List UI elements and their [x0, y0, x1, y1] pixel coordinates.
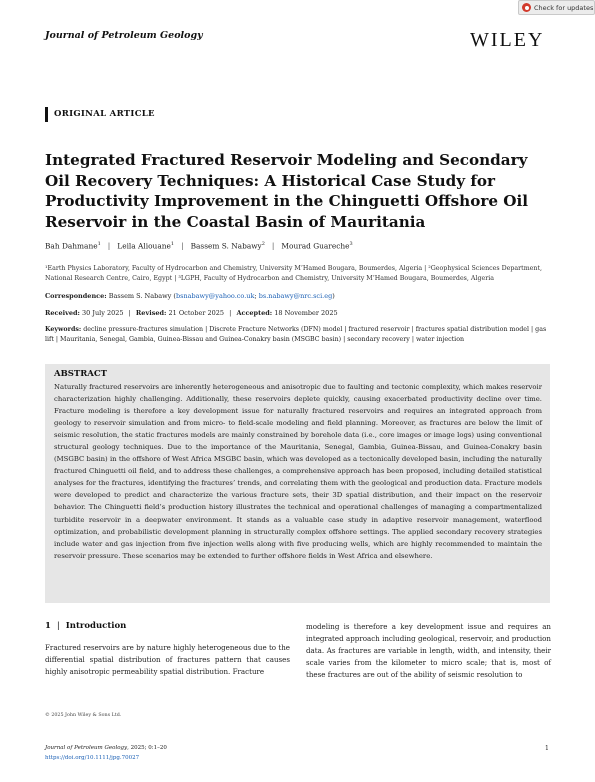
author-name[interactable]: Leila Aliouane: [117, 241, 171, 251]
date-separator: |: [128, 309, 131, 317]
footer-volume: , 2025; 0:1–20: [127, 745, 167, 751]
affiliations: ¹Earth Physics Laboratory, Faculty of Hydrocarbon and Chemistry, University M’Hamed Bougara, Boumerdes, Algeria | ²Geophysical Sciences Department, National Research Centre, Cairo, Egypt | ³LGPH, Faculty of Hydrocarbon and Chemistry, University M’Hamed Bougara, Boumerdes, Algeria: [45, 265, 542, 282]
author-name[interactable]: Mourad Guareche: [281, 241, 350, 251]
author-affil-sup: 1: [97, 241, 101, 247]
footer-citation: [45, 745, 167, 751]
keywords-text: decline pressure-fractures simulation | Discrete Fracture Networks (DFN) model | fractured reservoir | fractures spatial distribution model | gas lift | Mauritania, Senegal, Gambia, Guinea-Bissau and Guinea-Conakry basin (MSGBC basin) | secondary recovery | water injection: [45, 326, 547, 343]
paper-title: Integrated Fractured Reservoir Modeling and Secondary Oil Recovery Techniques: A Historical Case Study for Productivity Improvement in the Chinguetti Offshore Oil Reservoir in the Coastal Basin of Mauritania: [45, 151, 529, 231]
accepted-label: Accepted:: [236, 309, 273, 317]
correspondence-label: Correspondence:: [45, 292, 107, 300]
article-type: ORIGINAL ARTICLE: [54, 109, 155, 119]
keywords-label: Keywords:: [45, 326, 82, 333]
check-updates-label: Check for updates: [534, 3, 594, 12]
article-dates: [45, 309, 338, 317]
author-separator: |: [181, 241, 184, 251]
footer-journal: Journal of Petroleum Geology: [45, 745, 128, 751]
author-name[interactable]: Bassem S. Nabawy: [190, 241, 262, 251]
article-type-bar: [45, 107, 48, 122]
check-for-updates-button[interactable]: [518, 0, 595, 15]
author-separator: |: [271, 241, 275, 251]
accepted-date: 18 November 2025: [274, 309, 338, 317]
author-name[interactable]: Bah Dahmane: [45, 241, 98, 251]
section-separator: |: [56, 621, 60, 631]
doi-link[interactable]: https://doi.org/10.1111/jpg.70027: [45, 755, 140, 761]
keywords: [45, 325, 555, 345]
author-separator: |: [107, 241, 111, 251]
publisher-logo: WILEY: [470, 29, 545, 51]
correspondence: [45, 292, 335, 300]
author-list: [45, 241, 353, 250]
email-link-2[interactable]: bs.nabawy@nrc.sci.eg: [258, 292, 333, 300]
date-separator: |: [229, 309, 232, 317]
received-label: Received:: [45, 309, 80, 317]
section-heading-introduction: [45, 621, 126, 631]
correspondence-text: Bassem S. Nabawy (: [108, 292, 176, 300]
author-affil-sup: 2: [261, 241, 265, 247]
body-text-column-2: modeling is therefore a key development issue and requires an integrated approach including geological, reservoir, and production data. As fractures are variable in length, width, and intensity, their scale varies from the kilometer to micro scale; that is, most of these fractures are out of the ability of seismic resolution to: [306, 622, 551, 680]
section-number: 1: [45, 621, 51, 631]
correspondence-end: ): [332, 292, 335, 300]
abstract-text: Naturally fractured reservoirs are inherently heterogeneous and anisotropic due to faulting and tectonic complexity, which makes reservoir characterization highly challenging. Additionally, these reservoirs deplete quickly, causing exacerbated productivity decline over time. Fracture modeling is therefore a key development issue for naturally fractured reservoirs and requires an integrated approach from geology to reservoir simulation and from micro- to field-scale modeling and field planning. Moreover, as fractures are below the limit of seismic resolution, the static fractures models are mainly constrained by borehole data (i.e., core images or image logs) using conventional structural geology techniques. Due to the importance of the Mauritania, Senegal, Gambia, Guinea-Bissau, and Guinea-Conakry basin (MSGBC basin) in the offshore of West Africa MSGBC basin, which was developed as a tectonically developed basin, including the naturally fractured Chinguetti oil field, and to address these challenges, a comprehensive approach has been proposed, including detailed statistical analyses for the fractures, identifying the fractures’ trends, and correlating them with the geological and production data. Fracture models were developed to predict and characterize the various fracture sets, their 3D spatial distribution, and their impact on the reservoir behavior. The Chinguetti field’s production history illustrates the technical and operational challenges of managing a compartmentalized turbidite reservoir in a deepwater environment. It stands as a valuable case study in adaptive reservoir management, waterflood optimization, and probabilistic development planning in structurally complex offshore settings. The applied secondary recovery strategies include water and gas injection from five injection wells along with five producing wells, which are highly recommended to maintain the reservoir pressure. These scenarios may be extended to further offshore fields in West Africa and elsewhere.: [54, 383, 542, 560]
copyright: © 2025 John Wiley & Sons Ltd.: [45, 713, 122, 718]
journal-name: Journal of Petroleum Geology: [45, 30, 203, 41]
correspondence-mid: ;: [254, 292, 259, 300]
check-updates-icon: [522, 3, 531, 12]
author-affil-sup: 3: [349, 241, 353, 247]
section-title: Introduction: [65, 621, 127, 631]
revised-label: Revised:: [135, 309, 167, 317]
page-number: 1: [545, 745, 549, 752]
abstract-heading: ABSTRACT: [54, 369, 107, 379]
body-text-column-1: Fractured reservoirs are by nature highly heterogeneous due to the differential spatial distribution of fractures pattern that causes highly anisotropic permeability spatial distribution. Fracture: [45, 643, 290, 677]
author-affil-sup: 1: [170, 241, 175, 247]
received-date: 30 July 2025: [82, 309, 124, 317]
email-link-1[interactable]: bsnabawy@yahoo.co.uk: [175, 292, 255, 300]
revised-date: 21 October 2025: [168, 309, 225, 317]
